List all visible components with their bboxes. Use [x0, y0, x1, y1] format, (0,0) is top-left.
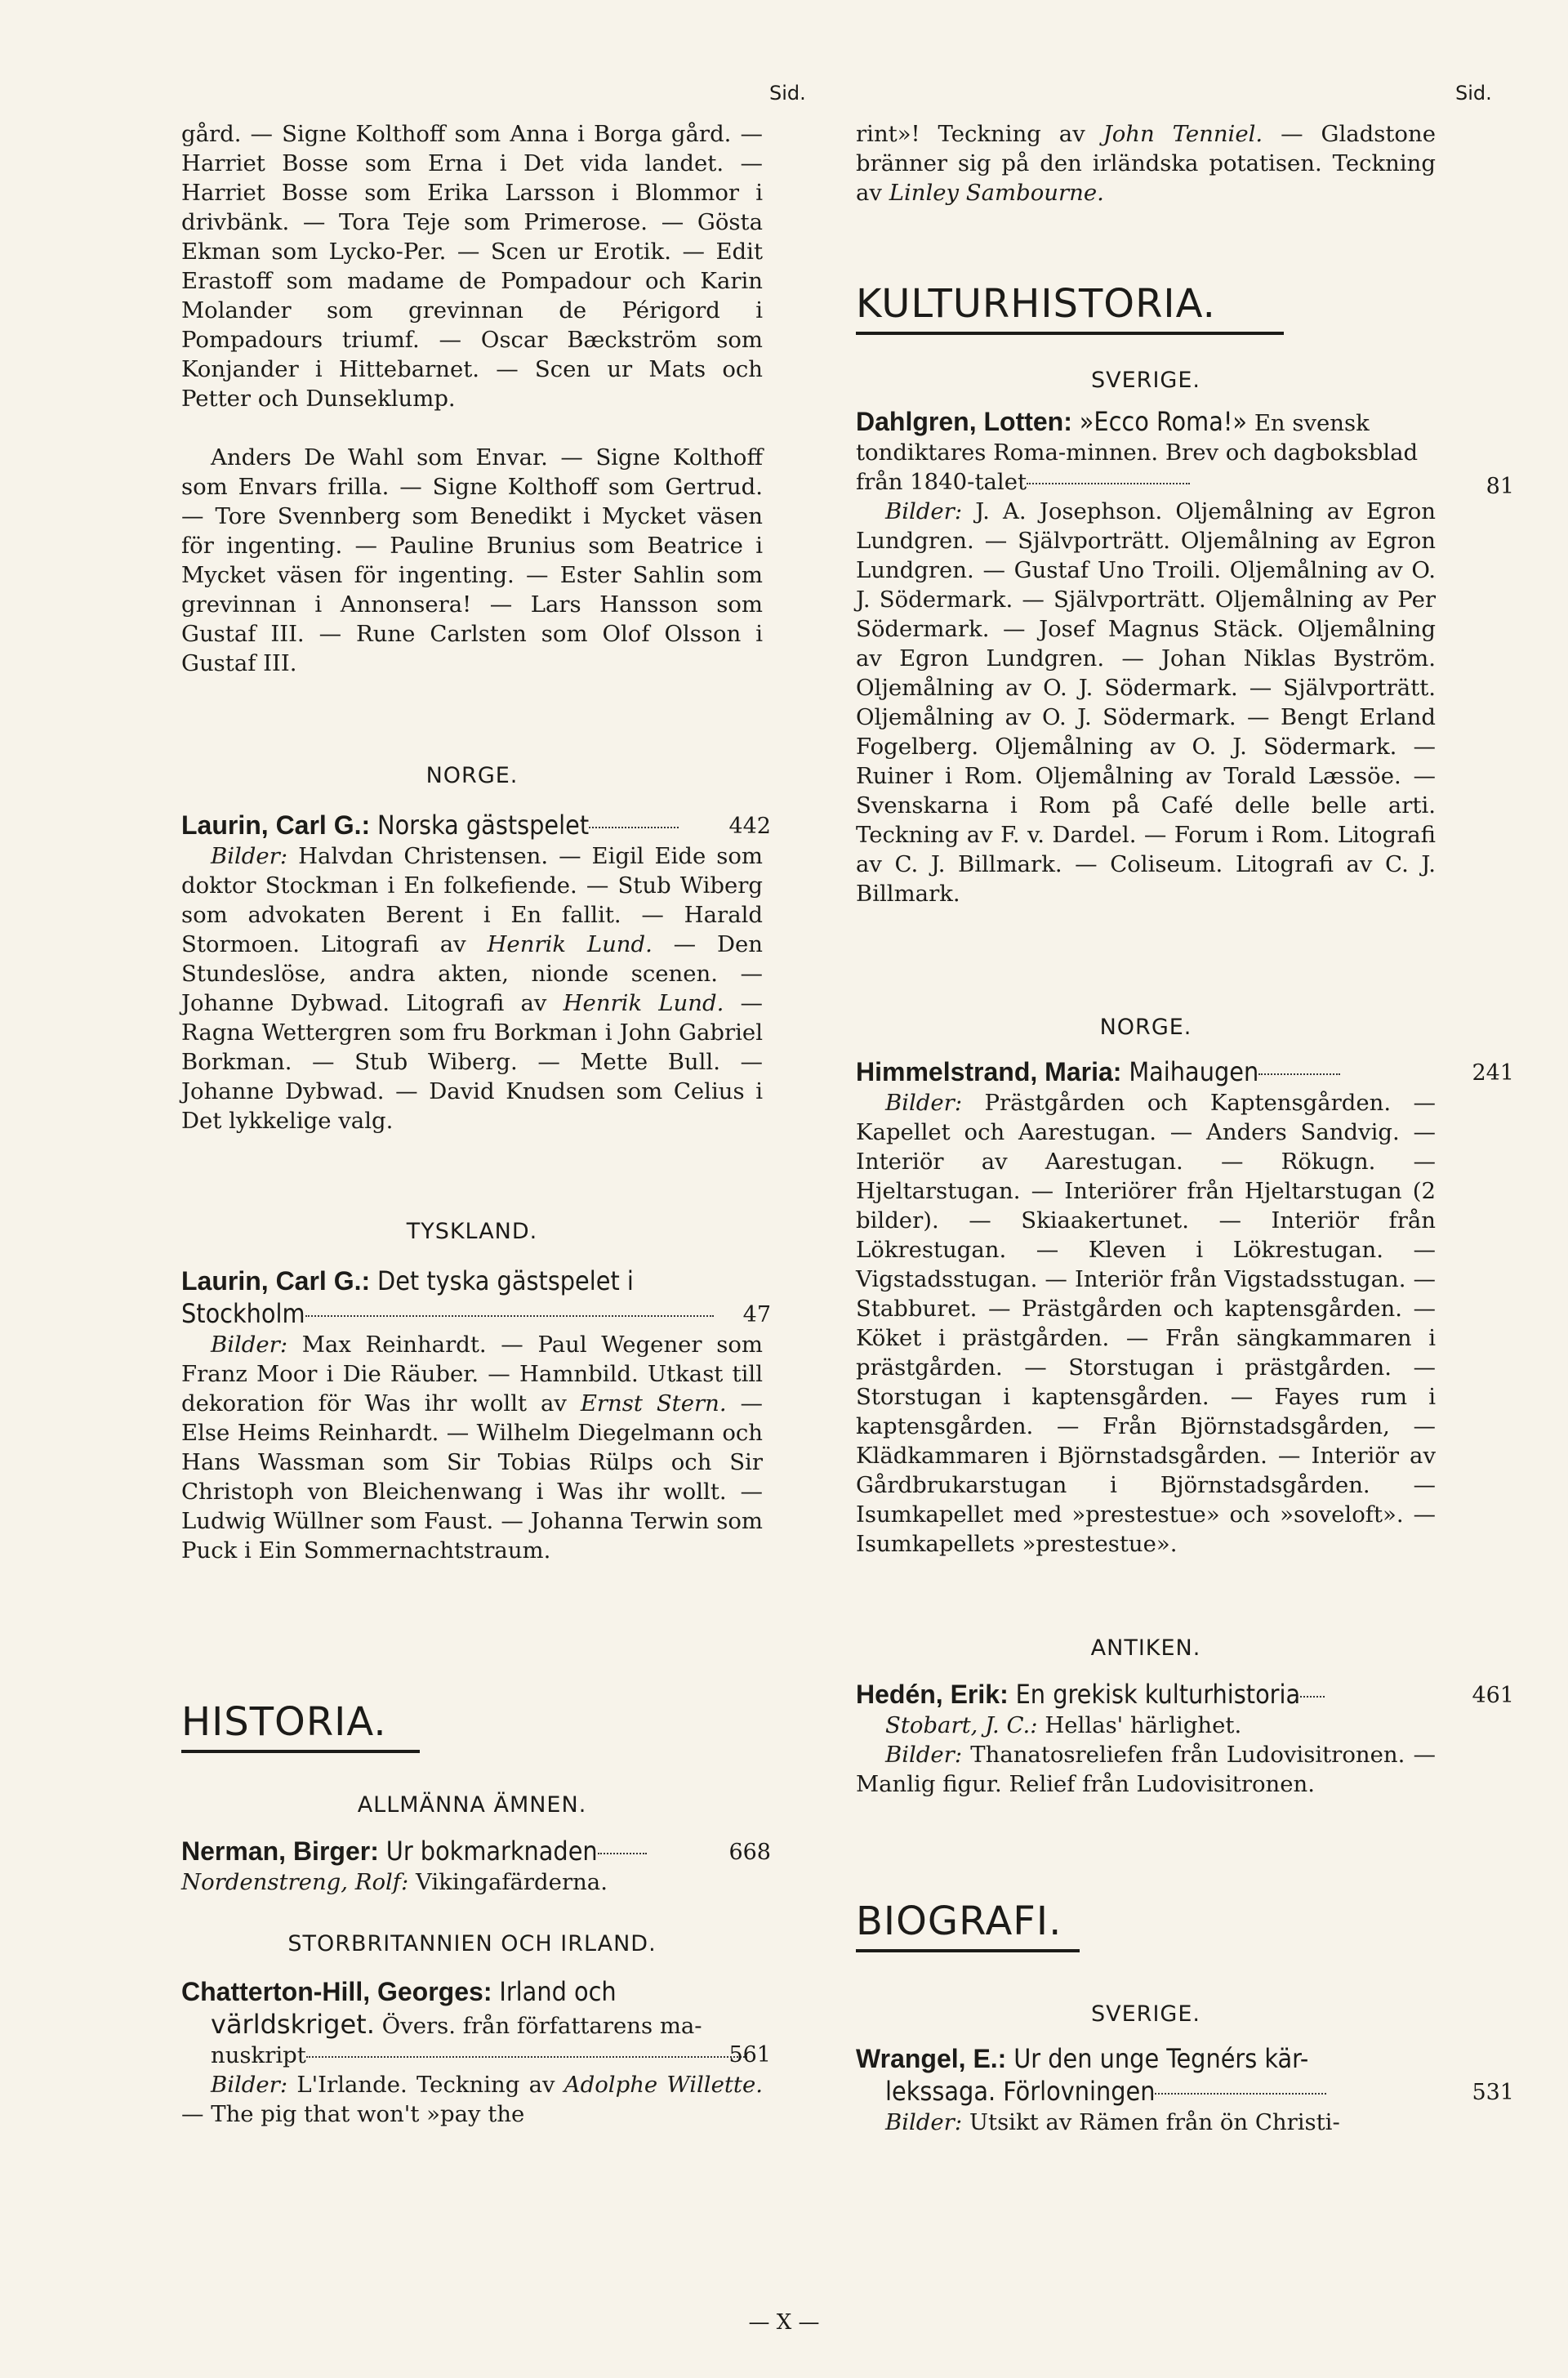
left-paragraph-1: gård. — Signe Kolthoff som Anna i Borga gård. — Harriet Bosse som Erna i Det vida landet. — Harriet Bosse som Erika Larsson i Blommor i drivbänk. — Tora Teje som Primerose. — Gösta Ekman som Lycko-Per. — Scen ur Erotik. — Edit Erastoff som madame de Pompadour och Karin Molander som grevinnan de Périgord i Pompadours triumf. — Oscar Bæckström som Konjander i Hittebarnet. — Scen ur Mats och Petter och Dunseklump. [181, 121, 763, 412]
section-rule [856, 332, 1284, 335]
bilder-text: Thanatosreliefen från Ludovisitronen. — Manlig figur. Relief från Ludovisitronen. [856, 1742, 1436, 1797]
entry-author: Nerman, Birger: [181, 1836, 379, 1866]
bilder-text: Utsikt av Rämen från ön Christi- [969, 2109, 1340, 2135]
paragraph-artist: Linley Sambourne. [889, 180, 1104, 206]
sid-label-left: Sid. [769, 82, 806, 105]
region-heading-norge: NORGE. [1099, 1015, 1192, 1040]
page-number-footer: — X — [748, 2310, 820, 2335]
entry-wrangel [856, 2042, 1514, 2137]
entry-head-line-2 [181, 2008, 763, 2041]
entry-nerman [181, 1835, 771, 1897]
bilder-text: J. A. Josephson. Oljemålning av Egron Lundgren. — Självporträtt. Oljemålning av Egron Lundgren. — Gustaf Uno Troili. Oljemålning av O. J. Södermark. — Självporträtt. Oljemålning av Per Södermark. — Josef Magnus Stäck. Oljemålning av Egron Lundgren. — Johan Niklas Byström. Oljemålning av O. J. Södermark. — Självporträtt. Oljemålning av O. J. Södermark. — Bengt Erland Fogelberg. Oljemålning av O. J. Södermark. — Ruiner i Rom. Oljemålning av Torald Læssöe. — Svenskarna i Rom på Café delle belle arti. Teckning av F. v. Dardel. — Forum i Rom. Litografi av C. J. Billmark. — Coliseum. Litografi av C. J. Billmark. [856, 498, 1436, 907]
entry-bilder [856, 1088, 1436, 1559]
entry-sub-author: Nordenstreng, Rolf: [181, 1869, 409, 1895]
entry-head [181, 809, 771, 841]
entry-head [181, 1835, 771, 1867]
entry-title: »Ecco Roma!» [1079, 406, 1247, 437]
entry-author: Laurin, Carl G.: [181, 810, 371, 840]
entry-title: Det tyska gästspelet i [377, 1265, 634, 1296]
entry-sub-author: Stobart, J. C.: [885, 1712, 1038, 1738]
entry-head [181, 1975, 763, 2008]
entry-bilder [856, 497, 1436, 908]
entry-note: Övers. från författarens ma- [381, 2013, 702, 2039]
entry-head [856, 1678, 1514, 1711]
entry-note: nuskript [211, 2042, 306, 2068]
entry-title: Maihaugen [1129, 1056, 1259, 1087]
entry-sub-title: Hellas' härlighet. [1045, 1712, 1242, 1738]
entry-head [856, 1055, 1514, 1088]
entry-head-line-2 [856, 2075, 1514, 2108]
entry-heden [856, 1678, 1514, 1799]
entry-himmelstrand [856, 1055, 1514, 1559]
section-title-biografi: BIOGRAFI. [856, 1898, 1062, 1944]
bilder-label: Bilder: [885, 498, 963, 524]
bilder-label: Bilder: [885, 1742, 963, 1768]
bilder-artist: Ernst Stern. [580, 1390, 727, 1417]
entry-note-line-2 [181, 2041, 771, 2070]
region-heading-tyskland: TYSKLAND. [406, 1219, 538, 1244]
bilder-text: — Ragna Wettergren som fru Borkman i John Gabriel Borkman. — Stub Wiberg. — Mette Bull. — Johanne Dybwad. — David Knudsen som Celius i Det lykkelige valg. [181, 990, 763, 1134]
entry-sub [856, 1711, 1436, 1740]
region-heading-storbritannien: STORBRITANNIEN OCH IRLAND. [287, 1931, 657, 1956]
bilder-label: Bilder: [885, 1090, 963, 1116]
entry-page-number: 241 [1472, 1060, 1514, 1086]
entry-page-number: 561 [728, 2042, 771, 2068]
sid-label-right: Sid. [1455, 82, 1492, 105]
section-rule [181, 1750, 420, 1753]
entry-head-line-2 [181, 1297, 771, 1330]
entry-laurin-norska [181, 809, 771, 1135]
entry-sub [181, 1867, 763, 1897]
bilder-text: — The pig that won't »pay the [181, 2101, 525, 2127]
paragraph-text: rint»! Teckning av [856, 121, 1085, 147]
bilder-text: Prästgården och Kaptensgården. — Kapellet och Aarestugan. — Anders Sandvig. — Interiör av Aarestugan. — Rökugn. — Hjeltarstugan. — Interiörer från Hjeltarstugan (2 bilder). — Skiaakertunet. — Interiör från Lökrestugan. — Kleven i Lökrestugan. — Vigstadsstugan. — Interiör från Vigstadsstugan. — Stabburet. — Prästgården och kaptensgården. — Köket i prästgården. — Från sängkammaren i prästgården. — Storstugan i prästgården. — Storstugan i kaptensgården. — Fayes rum i kaptensgården. — Från Björnstadsgården, — Klädkammaren i Björnstadsgården. — Interiör av Gårdbrukarstugan i Björnstadsgården. — Isumkapellet med »prestestue» och »soveloft». — Isumkapellets »prestestue». [856, 1090, 1436, 1557]
entry-bilder [181, 841, 763, 1135]
entry-title: Irland och [499, 1976, 617, 2007]
entry-page-number: 531 [1472, 2080, 1514, 2105]
bilder-artist: Henrik Lund. [487, 931, 653, 957]
entry-bilder [181, 2070, 763, 2129]
region-heading-sverige: SVERIGE. [1091, 368, 1200, 393]
section-rule [856, 1949, 1080, 1952]
entry-page-number: 47 [742, 1302, 771, 1327]
entry-page-number: 461 [1472, 1683, 1514, 1708]
bilder-label: Bilder: [211, 2072, 288, 2098]
entry-page-number: 668 [728, 1840, 771, 1865]
entry-head [856, 407, 1254, 436]
paragraph-artist: John Tenniel. [1102, 121, 1263, 147]
bilder-text: Halvdan Christensen. — Eigil Eide som doktor Stockman i En folkefiende. — Stub Wiberg som advokaten Berent i En fallit. — Harald Stormoen. Litografi av [181, 843, 763, 957]
entry-author: Dahlgren, Lotten: [856, 407, 1072, 436]
bilder-artist: Henrik Lund. [563, 990, 724, 1016]
entry-chatterton-hill [181, 1975, 771, 2129]
region-heading-sverige: SVERIGE. [1091, 2001, 1200, 2027]
entry-title: En grekisk kulturhistoria [1015, 1679, 1301, 1710]
entry-sub-title: Vikingafärderna. [416, 1869, 608, 1895]
bilder-artist: Adolphe Willette. [564, 2072, 763, 2098]
bilder-label: Bilder: [885, 2109, 963, 2135]
right-paragraph-1 [856, 119, 1436, 207]
region-heading-norge: NORGE. [425, 763, 519, 788]
entry-title: Norska gästspelet [377, 810, 590, 841]
entry-author: Wrangel, E.: [856, 2044, 1007, 2073]
bilder-label: Bilder: [211, 843, 288, 869]
bilder-text: L'Irlande. Teckning av [296, 2072, 555, 2098]
entry-title: Stockholm [181, 1298, 305, 1329]
paragraph-text: — Gladstone bränner sig på den irländska potatisen. Teckning av [856, 121, 1436, 206]
bilder-text: — Den Stundeslöse, andra akten, nionde scenen. — Johanne Dybwad. Litografi av [181, 931, 764, 1016]
entry-bilder [856, 1740, 1436, 1799]
entry-page-number: 442 [728, 814, 771, 839]
entry-head [181, 1265, 763, 1297]
entry-author: Himmelstrand, Maria: [856, 1057, 1122, 1086]
entry-dahlgren [856, 405, 1514, 908]
bilder-label: Bilder: [211, 1332, 288, 1358]
entry-author: Laurin, Carl G.: [181, 1266, 371, 1296]
entry-author: Chatterton-Hill, Georges: [181, 1977, 492, 2006]
left-paragraph-2: Anders De Wahl som Envar. — Signe Kolthoff som Envars frilla. — Signe Kolthoff som Gertrud. — Tore Svennberg som Benedikt i Mycket väsen för ingenting. — Pauline Brunius som Beatrice i Mycket väsen för ingenting. — Ester Sahlin som grevinnan i Annonsera! — Lars Hansson som Gustaf III. — Rune Carlsten som Olof Olsson i Gustaf III. [181, 444, 763, 676]
entry-bilder [856, 2108, 1436, 2137]
entry-title: världskriget. [211, 2009, 375, 2040]
bilder-text: — Else Heims Reinhardt. — Wilhelm Diegelmann och Hans Wassman som Sir Tobias Rülps och Sir Christoph von Bleichenwang i Was ihr wollt. — Ludwig Wüllner som Faust. — Johanna Terwin som Puck i Ein Sommernachtstraum. [181, 1390, 764, 1564]
entry-bilder [181, 1330, 763, 1565]
entry-head [856, 2042, 1436, 2075]
region-heading-allmanna: ALLMÄNNA ÄMNEN. [357, 1792, 587, 1818]
entry-laurin-tyska [181, 1265, 771, 1565]
entry-author: Hedén, Erik: [856, 1680, 1009, 1709]
entry-title: lekssaga. Förlovningen [885, 2076, 1156, 2107]
entry-subtitle-text: En svensk tondiktares Roma-minnen. Brev och dagboksblad från 1840-talet [856, 410, 1419, 495]
section-title-kulturhistoria: KULTURHISTORIA. [856, 281, 1216, 327]
entry-title: Ur bokmarknaden [385, 1836, 598, 1867]
entry-page-number: 81 [1486, 474, 1514, 499]
region-heading-antiken: ANTIKEN. [1090, 1635, 1201, 1661]
section-title-historia: HISTORIA. [181, 1699, 387, 1745]
bilder-text: Max Reinhardt. — Paul Wegener som Franz Moor i Die Räuber. — Hamnbild. Utkast till dekoration för Was ihr wollt av [181, 1332, 763, 1417]
entry-title: Ur den unge Tegnérs kär- [1013, 2043, 1309, 2074]
